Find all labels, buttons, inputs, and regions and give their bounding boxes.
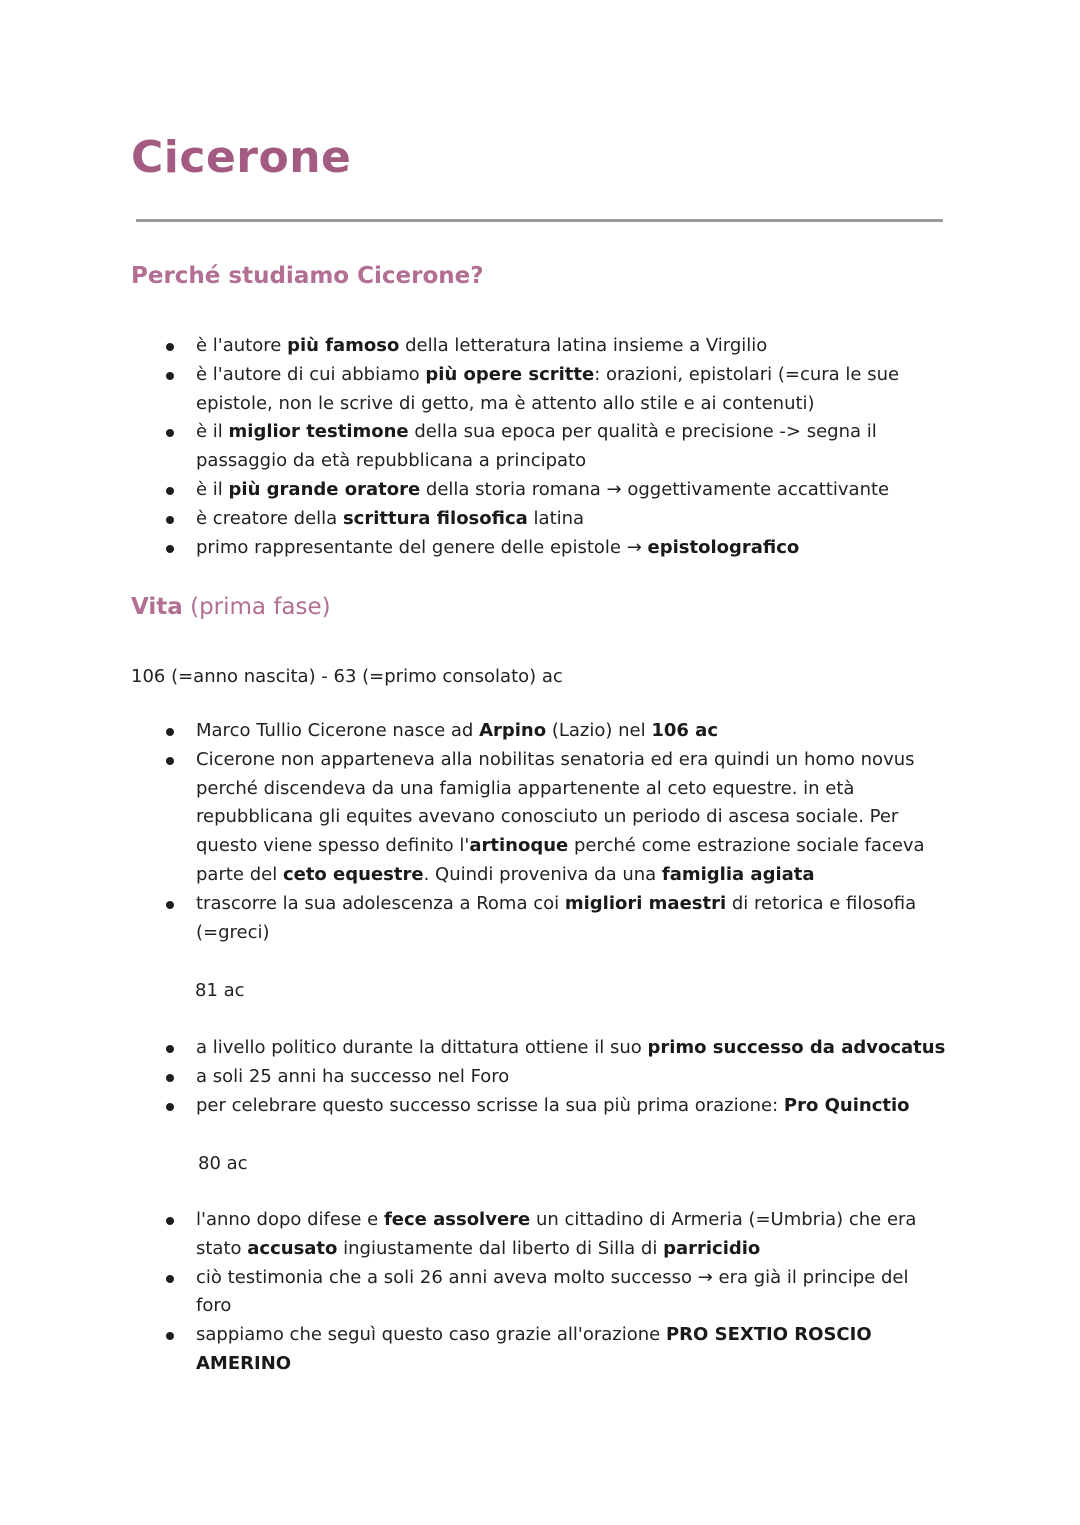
vita-list-1 bbox=[160, 717, 940, 947]
item-text: trascorre la sua adolescenza a Roma coi bbox=[196, 892, 565, 914]
section-heading-bold: Vita bbox=[131, 594, 183, 620]
item-text: è l'autore bbox=[196, 335, 288, 356]
item-text: della storia romana → oggettivamente accattivante bbox=[420, 478, 890, 500]
item-bold: artinoque bbox=[469, 835, 569, 857]
vita-list-3 bbox=[160, 1206, 930, 1379]
item-text: . Quindi proveniva da una bbox=[423, 863, 662, 885]
item-text: a livello politico durante la dittatura ottiene il suo bbox=[196, 1037, 648, 1058]
item-text: è il bbox=[196, 421, 229, 443]
list-item bbox=[160, 361, 900, 419]
item-bold: Pro Quinctio bbox=[783, 1094, 910, 1116]
item-text: è l'autore di cui abbiamo bbox=[196, 363, 426, 385]
item-bold: fece assolvere bbox=[383, 1209, 531, 1230]
item-text: (Lazio) nel bbox=[546, 720, 652, 741]
list-item bbox=[160, 1321, 930, 1379]
page-title: Cicerone bbox=[131, 132, 352, 183]
section-heading-perche bbox=[131, 263, 484, 289]
item-bold: PRO SEXTIO ROSCIO AMERINO bbox=[196, 1324, 872, 1374]
list-item bbox=[160, 1206, 930, 1264]
item-bold: miglior testimone bbox=[228, 421, 409, 443]
item-bold: più famoso bbox=[287, 335, 400, 356]
item-text: ingiustamente dal liberto di Silla di bbox=[337, 1237, 664, 1259]
title-divider bbox=[136, 219, 943, 222]
section-heading-light: (prima fase) bbox=[182, 594, 331, 620]
item-bold: 106 ac bbox=[651, 720, 718, 741]
list-item bbox=[160, 476, 900, 505]
item-text: latina bbox=[527, 507, 585, 529]
list-item bbox=[160, 418, 900, 476]
item-text: un cittadino di Armeria (=Umbria) che era stato bbox=[196, 1209, 917, 1259]
item-text: per celebrare questo successo scrisse la sua più prima orazione: bbox=[196, 1094, 784, 1116]
item-text: ciò testimonia che a soli 26 anni aveva molto successo → era già il principe del foro bbox=[196, 1266, 909, 1317]
item-text: è il bbox=[196, 478, 229, 500]
dates-line: 106 (=anno nascita) - 63 (=primo consolato) ac bbox=[131, 666, 563, 687]
year-label-81: 81 ac bbox=[195, 980, 245, 1001]
item-bold: scrittura filosofica bbox=[342, 507, 528, 529]
item-text: l'anno dopo difese e bbox=[196, 1209, 384, 1230]
item-text: della sua epoca per qualità e precisione -> segna il passaggio da età repubblicana a principato bbox=[196, 421, 877, 472]
item-text: primo rappresentante del genere delle epistole → bbox=[196, 536, 648, 558]
item-bold: epistolografico bbox=[647, 536, 800, 558]
list-item bbox=[160, 746, 940, 890]
list-item bbox=[160, 717, 940, 746]
list-item bbox=[160, 505, 900, 534]
list-item bbox=[160, 1092, 960, 1121]
item-bold: ceto equestre bbox=[282, 863, 424, 885]
item-text: Cicerone non apparteneva alla nobilitas senatoria ed era quindi un homo novus perché discendeva da una famiglia appartenente al ceto equestre. in età repubblicana gli equites avevano conosciuto un periodo di ascesa sociale. Per questo viene spesso definito l' bbox=[196, 748, 915, 857]
item-text: perché come estrazione sociale faceva parte del bbox=[196, 835, 925, 885]
list-item bbox=[160, 1034, 960, 1063]
item-bold: primo successo da advocatus bbox=[647, 1037, 946, 1058]
list-item bbox=[160, 890, 940, 948]
item-text: Marco Tullio Cicerone nasce ad bbox=[196, 720, 480, 741]
item-text: a soli 25 anni ha successo nel Foro bbox=[196, 1065, 510, 1087]
list-item bbox=[160, 1264, 930, 1322]
item-text: è creatore della bbox=[196, 507, 343, 529]
list-item bbox=[160, 332, 900, 361]
item-bold: Arpino bbox=[479, 720, 547, 741]
year-label-80: 80 ac bbox=[198, 1153, 248, 1174]
item-text: di retorica e filosofia (=greci) bbox=[196, 892, 917, 943]
item-bold: più grande oratore bbox=[228, 478, 421, 500]
vita-list-2 bbox=[160, 1034, 960, 1120]
item-text: della letteratura latina insieme a Virgilio bbox=[399, 335, 768, 356]
list-item bbox=[160, 534, 900, 563]
item-bold: famiglia agiata bbox=[661, 863, 815, 885]
item-text: sappiamo che seguì questo caso grazie all'orazione bbox=[196, 1324, 666, 1346]
item-bold: parricidio bbox=[663, 1237, 761, 1259]
list-item bbox=[160, 1063, 960, 1092]
item-text: : orazioni, epistolari (=cura le sue epistole, non le scrive di getto, ma è attento allo stile e ai contenuti) bbox=[196, 363, 900, 414]
section-heading-vita bbox=[131, 594, 331, 620]
item-bold: migliori maestri bbox=[564, 892, 727, 914]
section-heading-text: Perché studiamo Cicerone? bbox=[131, 263, 484, 289]
item-bold: più opere scritte bbox=[425, 363, 595, 385]
item-bold: accusato bbox=[247, 1237, 338, 1259]
perche-list bbox=[160, 332, 900, 562]
